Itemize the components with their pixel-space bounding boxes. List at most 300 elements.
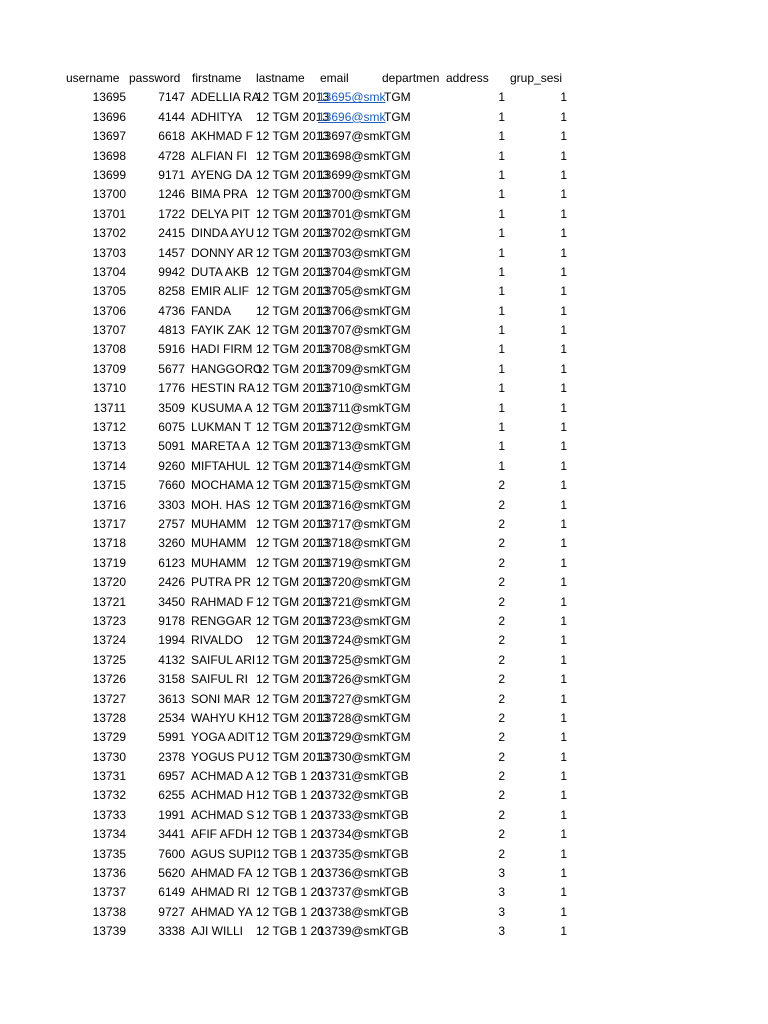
cell-grup-sesi: 1 (560, 710, 567, 725)
header-department: departmen (382, 71, 440, 85)
cell-address: 3 (498, 866, 505, 881)
cell-lastname: 12 TGM 2013 (256, 206, 330, 221)
cell-email: 13739@smk (318, 924, 386, 939)
cell-password: 1457 (158, 245, 185, 260)
cell-grup-sesi: 1 (560, 361, 567, 376)
cell-address: 2 (498, 807, 505, 822)
cell-grup-sesi: 1 (560, 827, 567, 842)
cell-address: 2 (498, 769, 505, 784)
cell-address: 2 (498, 613, 505, 628)
table-row (64, 593, 584, 612)
cell-grup-sesi: 1 (560, 594, 567, 609)
cell-lastname: 12 TGM 2013 (256, 458, 330, 473)
cell-address: 1 (498, 439, 505, 454)
cell-password: 9178 (158, 613, 185, 628)
cell-username: 13737 (92, 885, 126, 900)
table-row (64, 728, 584, 747)
cell-lastname: 12 TGM 2013 (256, 284, 330, 299)
cell-email: 13705@smk (318, 284, 386, 299)
cell-username: 13696 (92, 109, 126, 124)
cell-department: TGM (384, 187, 411, 202)
cell-department: TGB (384, 885, 409, 900)
cell-firstname: SAIFUL RI (191, 672, 248, 687)
table-row (64, 709, 584, 728)
cell-email: 13738@smk (318, 904, 386, 919)
cell-username: 13706 (92, 303, 126, 318)
cell-firstname: DONNY AR (191, 245, 254, 260)
cell-lastname: 12 TGM 2013 (256, 420, 330, 435)
cell-grup-sesi: 1 (560, 284, 567, 299)
table-row (64, 631, 584, 650)
cell-grup-sesi: 1 (560, 613, 567, 628)
cell-firstname: HANGGORO (191, 361, 263, 376)
cell-address: 1 (498, 245, 505, 260)
cell-firstname: AHMAD RI (191, 885, 250, 900)
cell-firstname: ADELLIA RA (191, 90, 260, 105)
cell-grup-sesi: 1 (560, 749, 567, 764)
cell-lastname: 12 TGB 1 20 (256, 827, 324, 842)
cell-firstname: ACHMAD S (191, 807, 255, 822)
cell-email: 13698@smk (318, 148, 386, 163)
cell-address: 1 (498, 206, 505, 221)
cell-department: TGM (384, 90, 411, 105)
cell-email: 13700@smk (318, 187, 386, 202)
cell-department: TGM (384, 691, 411, 706)
cell-lastname: 12 TGB 1 20 (256, 788, 324, 803)
cell-lastname: 12 TGM 2013 (256, 226, 330, 241)
cell-grup-sesi: 1 (560, 458, 567, 473)
cell-firstname: AYENG DA (191, 167, 253, 182)
table-row (64, 166, 584, 185)
cell-lastname: 12 TGM 2013 (256, 323, 330, 338)
cell-firstname: MOCHAMA (191, 478, 254, 493)
cell-username: 13720 (92, 575, 126, 590)
cell-department: TGM (384, 284, 411, 299)
cell-grup-sesi: 1 (560, 264, 567, 279)
cell-email: 13709@smk (318, 361, 386, 376)
cell-grup-sesi: 1 (560, 536, 567, 551)
cell-grup-sesi: 1 (560, 206, 567, 221)
cell-firstname: ALFIAN FI (191, 148, 248, 163)
cell-email: 13734@smk (318, 827, 386, 842)
cell-department: TGM (384, 400, 411, 415)
cell-department: TGM (384, 458, 411, 473)
cell-department: TGM (384, 536, 411, 551)
header-lastname: lastname (256, 71, 305, 85)
header-password: password (129, 71, 181, 85)
cell-address: 1 (498, 420, 505, 435)
cell-department: TGM (384, 361, 411, 376)
cell-username: 13731 (92, 769, 126, 784)
cell-lastname: 12 TGM 2013 (256, 633, 330, 648)
cell-grup-sesi: 1 (560, 691, 567, 706)
cell-grup-sesi: 1 (560, 226, 567, 241)
cell-address: 2 (498, 575, 505, 590)
table-row (64, 767, 584, 786)
cell-grup-sesi: 1 (560, 129, 567, 144)
cell-firstname: SONI MAR (191, 691, 251, 706)
cell-department: TGM (384, 381, 411, 396)
cell-password: 2378 (158, 749, 185, 764)
cell-username: 13702 (92, 226, 126, 241)
cell-username: 13723 (92, 613, 126, 628)
cell-firstname: YOGUS PU (191, 749, 255, 764)
cell-address: 1 (498, 187, 505, 202)
cell-username: 13701 (92, 206, 126, 221)
cell-lastname: 12 TGB 1 20 (256, 866, 324, 881)
cell-address: 2 (498, 710, 505, 725)
cell-email: 13730@smk (318, 749, 386, 764)
cell-lastname: 12 TGM 2013 (256, 516, 330, 531)
cell-lastname: 12 TGM 2013 (256, 730, 330, 745)
cell-username: 13704 (92, 264, 126, 279)
table-row (64, 185, 584, 204)
cell-username: 13716 (92, 497, 126, 512)
cell-address: 2 (498, 788, 505, 803)
cell-username: 13738 (92, 904, 126, 919)
cell-grup-sesi: 1 (560, 478, 567, 493)
cell-password: 9942 (158, 264, 185, 279)
table-row (64, 437, 584, 456)
table-row (64, 515, 584, 534)
cell-department: TGM (384, 264, 411, 279)
cell-firstname: RAHMAD F (191, 594, 254, 609)
header-firstname: firstname (192, 71, 242, 85)
cell-firstname: DINDA AYU (191, 226, 255, 241)
table-row (64, 282, 584, 301)
cell-address: 1 (498, 129, 505, 144)
table-row (64, 263, 584, 282)
cell-lastname: 12 TGM 2013 (256, 749, 330, 764)
cell-address: 1 (498, 323, 505, 338)
cell-department: TGM (384, 342, 411, 357)
cell-password: 6075 (158, 420, 185, 435)
cell-lastname: 12 TGB 1 20 (256, 924, 324, 939)
header-username: username (66, 71, 120, 85)
table-row (64, 302, 584, 321)
cell-lastname: 12 TGM 2013 (256, 555, 330, 570)
cell-username: 13705 (92, 284, 126, 299)
cell-grup-sesi: 1 (560, 342, 567, 357)
cell-department: TGB (384, 846, 409, 861)
cell-email: 13717@smk (318, 516, 386, 531)
cell-grup-sesi: 1 (560, 769, 567, 784)
table-row (64, 224, 584, 243)
cell-username: 13712 (92, 420, 126, 435)
cell-grup-sesi: 1 (560, 555, 567, 570)
cell-username: 13700 (92, 187, 126, 202)
table-row (64, 612, 584, 631)
cell-email: 13701@smk (318, 206, 386, 221)
cell-department: TGM (384, 478, 411, 493)
cell-department: TGM (384, 109, 411, 124)
table-row (64, 651, 584, 670)
cell-password: 4813 (158, 323, 185, 338)
table-row (64, 205, 584, 224)
cell-lastname: 12 TGM 2013 (256, 613, 330, 628)
table-row (64, 88, 584, 107)
cell-password: 3303 (158, 497, 185, 512)
cell-username: 13734 (92, 827, 126, 842)
cell-password: 4728 (158, 148, 185, 163)
cell-department: TGM (384, 148, 411, 163)
cell-lastname: 12 TGB 1 20 (256, 885, 324, 900)
cell-grup-sesi: 1 (560, 400, 567, 415)
cell-password: 6957 (158, 769, 185, 784)
cell-password: 1991 (158, 807, 185, 822)
cell-password: 7600 (158, 846, 185, 861)
cell-username: 13697 (92, 129, 126, 144)
cell-password: 6149 (158, 885, 185, 900)
cell-username: 13708 (92, 342, 126, 357)
cell-grup-sesi: 1 (560, 672, 567, 687)
cell-address: 2 (498, 691, 505, 706)
cell-lastname: 12 TGB 1 20 (256, 769, 324, 784)
cell-grup-sesi: 1 (560, 148, 567, 163)
cell-email: 13729@smk (318, 730, 386, 745)
cell-email: 13716@smk (318, 497, 386, 512)
cell-password: 9171 (158, 167, 185, 182)
cell-department: TGM (384, 129, 411, 144)
cell-address: 1 (498, 90, 505, 105)
cell-firstname: AJI WILLI (191, 924, 244, 939)
cell-lastname: 12 TGB 1 20 (256, 846, 324, 861)
cell-lastname: 12 TGM 2013 (256, 361, 330, 376)
cell-password: 9727 (158, 904, 185, 919)
cell-department: TGM (384, 672, 411, 687)
cell-email: 13737@smk (318, 885, 386, 900)
cell-email: 13718@smk (318, 536, 386, 551)
cell-grup-sesi: 1 (560, 497, 567, 512)
header-grup-sesi: grup_sesi (510, 71, 563, 85)
cell-firstname: MIFTAHUL (191, 458, 251, 473)
cell-email: 13710@smk (318, 381, 386, 396)
cell-department: TGM (384, 613, 411, 628)
cell-department: TGM (384, 749, 411, 764)
cell-grup-sesi: 1 (560, 885, 567, 900)
cell-firstname: RENGGAR (191, 613, 252, 628)
cell-lastname: 12 TGM 2013 (256, 264, 330, 279)
cell-firstname: EMIR ALIF (191, 284, 250, 299)
cell-department: TGM (384, 594, 411, 609)
cell-address: 2 (498, 730, 505, 745)
cell-password: 4144 (158, 109, 185, 124)
cell-username: 13707 (92, 323, 126, 338)
cell-password: 5620 (158, 866, 185, 881)
cell-password: 2415 (158, 226, 185, 241)
cell-firstname: KUSUMA A (191, 400, 253, 415)
table-row (64, 825, 584, 844)
cell-firstname: LUKMAN T (191, 420, 252, 435)
cell-lastname: 12 TGM 2013 (256, 148, 330, 163)
cell-firstname: MARETA A (191, 439, 251, 454)
cell-firstname: BIMA PRA (191, 187, 248, 202)
table-row (64, 108, 584, 127)
cell-password: 5091 (158, 439, 185, 454)
cell-lastname: 12 TGM 2013 (256, 167, 330, 182)
cell-firstname: MUHAMM (191, 536, 247, 551)
table-row (64, 147, 584, 166)
cell-address: 1 (498, 361, 505, 376)
cell-lastname: 12 TGM 2013 (256, 400, 330, 415)
cell-username: 13718 (92, 536, 126, 551)
cell-email: 13702@smk (318, 226, 386, 241)
cell-username: 13717 (92, 516, 126, 531)
cell-username: 13703 (92, 245, 126, 260)
table-row (64, 244, 584, 263)
cell-lastname: 12 TGM 2013 (256, 575, 330, 590)
cell-address: 2 (498, 652, 505, 667)
cell-password: 5991 (158, 730, 185, 745)
cell-grup-sesi: 1 (560, 381, 567, 396)
cell-username: 13726 (92, 672, 126, 687)
table-row (64, 864, 584, 883)
cell-password: 3260 (158, 536, 185, 551)
cell-email: 13731@smk (318, 769, 386, 784)
cell-password: 1994 (158, 633, 185, 648)
cell-password: 5916 (158, 342, 185, 357)
table-body (64, 88, 584, 941)
cell-address: 1 (498, 109, 505, 124)
cell-grup-sesi: 1 (560, 187, 567, 202)
cell-grup-sesi: 1 (560, 846, 567, 861)
table-row (64, 127, 584, 146)
cell-department: TGM (384, 516, 411, 531)
cell-lastname: 12 TGM 2013 (256, 672, 330, 687)
cell-username: 13713 (92, 439, 126, 454)
cell-department: TGM (384, 439, 411, 454)
cell-email: 13719@smk (318, 555, 386, 570)
cell-address: 2 (498, 672, 505, 687)
table-row (64, 476, 584, 495)
cell-grup-sesi: 1 (560, 303, 567, 318)
email-link[interactable]: 13696@smk (318, 109, 386, 124)
cell-address: 3 (498, 924, 505, 939)
cell-email: 13726@smk (318, 672, 386, 687)
cell-username: 13709 (92, 361, 126, 376)
cell-department: TGM (384, 167, 411, 182)
cell-firstname: AHMAD FA (191, 866, 253, 881)
cell-firstname: AKHMAD F (191, 129, 254, 144)
cell-department: TGB (384, 788, 409, 803)
cell-username: 13732 (92, 788, 126, 803)
cell-username: 13739 (92, 924, 126, 939)
cell-email: 13732@smk (318, 788, 386, 803)
cell-firstname: FANDA (191, 303, 232, 318)
cell-firstname: DUTA AKB (191, 264, 249, 279)
cell-email: 13714@smk (318, 458, 386, 473)
cell-grup-sesi: 1 (560, 904, 567, 919)
cell-firstname: MOH. HAS (191, 497, 251, 512)
cell-grup-sesi: 1 (560, 924, 567, 939)
table-row (64, 399, 584, 418)
table-row (64, 690, 584, 709)
cell-department: TGB (384, 827, 409, 842)
cell-password: 3441 (158, 827, 185, 842)
cell-firstname: MUHAMM (191, 516, 247, 531)
spreadsheet (64, 69, 584, 942)
cell-firstname: FAYIK ZAK (191, 323, 251, 338)
cell-address: 2 (498, 749, 505, 764)
cell-firstname: RIVALDO (191, 633, 243, 648)
cell-lastname: 12 TGM 2013 (256, 594, 330, 609)
cell-grup-sesi: 1 (560, 866, 567, 881)
cell-password: 4736 (158, 303, 185, 318)
cell-department: TGM (384, 206, 411, 221)
email-link[interactable]: 13695@smk (318, 90, 386, 105)
cell-grup-sesi: 1 (560, 516, 567, 531)
cell-email: 13706@smk (318, 303, 386, 318)
cell-department: TGM (384, 652, 411, 667)
header-address: address (446, 71, 489, 85)
cell-lastname: 12 TGM 2013 (256, 478, 330, 493)
table-row (64, 496, 584, 515)
cell-password: 4132 (158, 652, 185, 667)
cell-username: 13719 (92, 555, 126, 570)
cell-department: TGM (384, 323, 411, 338)
cell-email: 13704@smk (318, 264, 386, 279)
cell-grup-sesi: 1 (560, 807, 567, 822)
table-row (64, 748, 584, 767)
table-row (64, 670, 584, 689)
cell-password: 9260 (158, 458, 185, 473)
cell-email: 13712@smk (318, 420, 386, 435)
header-row (64, 69, 584, 88)
cell-username: 13714 (92, 458, 126, 473)
cell-grup-sesi: 1 (560, 439, 567, 454)
cell-password: 5677 (158, 361, 185, 376)
cell-lastname: 12 TGM 2013 (256, 342, 330, 357)
table-row (64, 554, 584, 573)
cell-password: 6618 (158, 129, 185, 144)
cell-address: 1 (498, 381, 505, 396)
table-row (64, 360, 584, 379)
cell-address: 3 (498, 904, 505, 919)
cell-address: 1 (498, 226, 505, 241)
cell-department: TGM (384, 730, 411, 745)
cell-password: 1776 (158, 381, 185, 396)
cell-password: 3158 (158, 672, 185, 687)
cell-username: 13727 (92, 691, 126, 706)
cell-lastname: 12 TGM 2013 (256, 245, 330, 260)
cell-password: 3338 (158, 924, 185, 939)
cell-address: 2 (498, 846, 505, 861)
cell-password: 3509 (158, 400, 185, 415)
cell-firstname: MUHAMM (191, 555, 247, 570)
cell-username: 13698 (92, 148, 126, 163)
cell-department: TGM (384, 710, 411, 725)
cell-email: 13736@smk (318, 866, 386, 881)
cell-email: 13713@smk (318, 439, 386, 454)
cell-department: TGM (384, 555, 411, 570)
cell-password: 8258 (158, 284, 185, 299)
cell-department: TGB (384, 769, 409, 784)
cell-firstname: ADHITYA (191, 109, 243, 124)
cell-firstname: ACHMAD H (191, 788, 256, 803)
cell-password: 2426 (158, 575, 185, 590)
cell-lastname: 12 TGM 2013 (256, 536, 330, 551)
cell-firstname: YOGA ADIT (191, 730, 256, 745)
cell-lastname: 12 TGM 2013 (256, 303, 330, 318)
cell-department: TGM (384, 226, 411, 241)
cell-lastname: 12 TGB 1 20 (256, 904, 324, 919)
cell-grup-sesi: 1 (560, 420, 567, 435)
cell-password: 7147 (158, 90, 185, 105)
cell-address: 2 (498, 478, 505, 493)
cell-username: 13733 (92, 807, 126, 822)
cell-username: 13735 (92, 846, 126, 861)
table-row (64, 379, 584, 398)
